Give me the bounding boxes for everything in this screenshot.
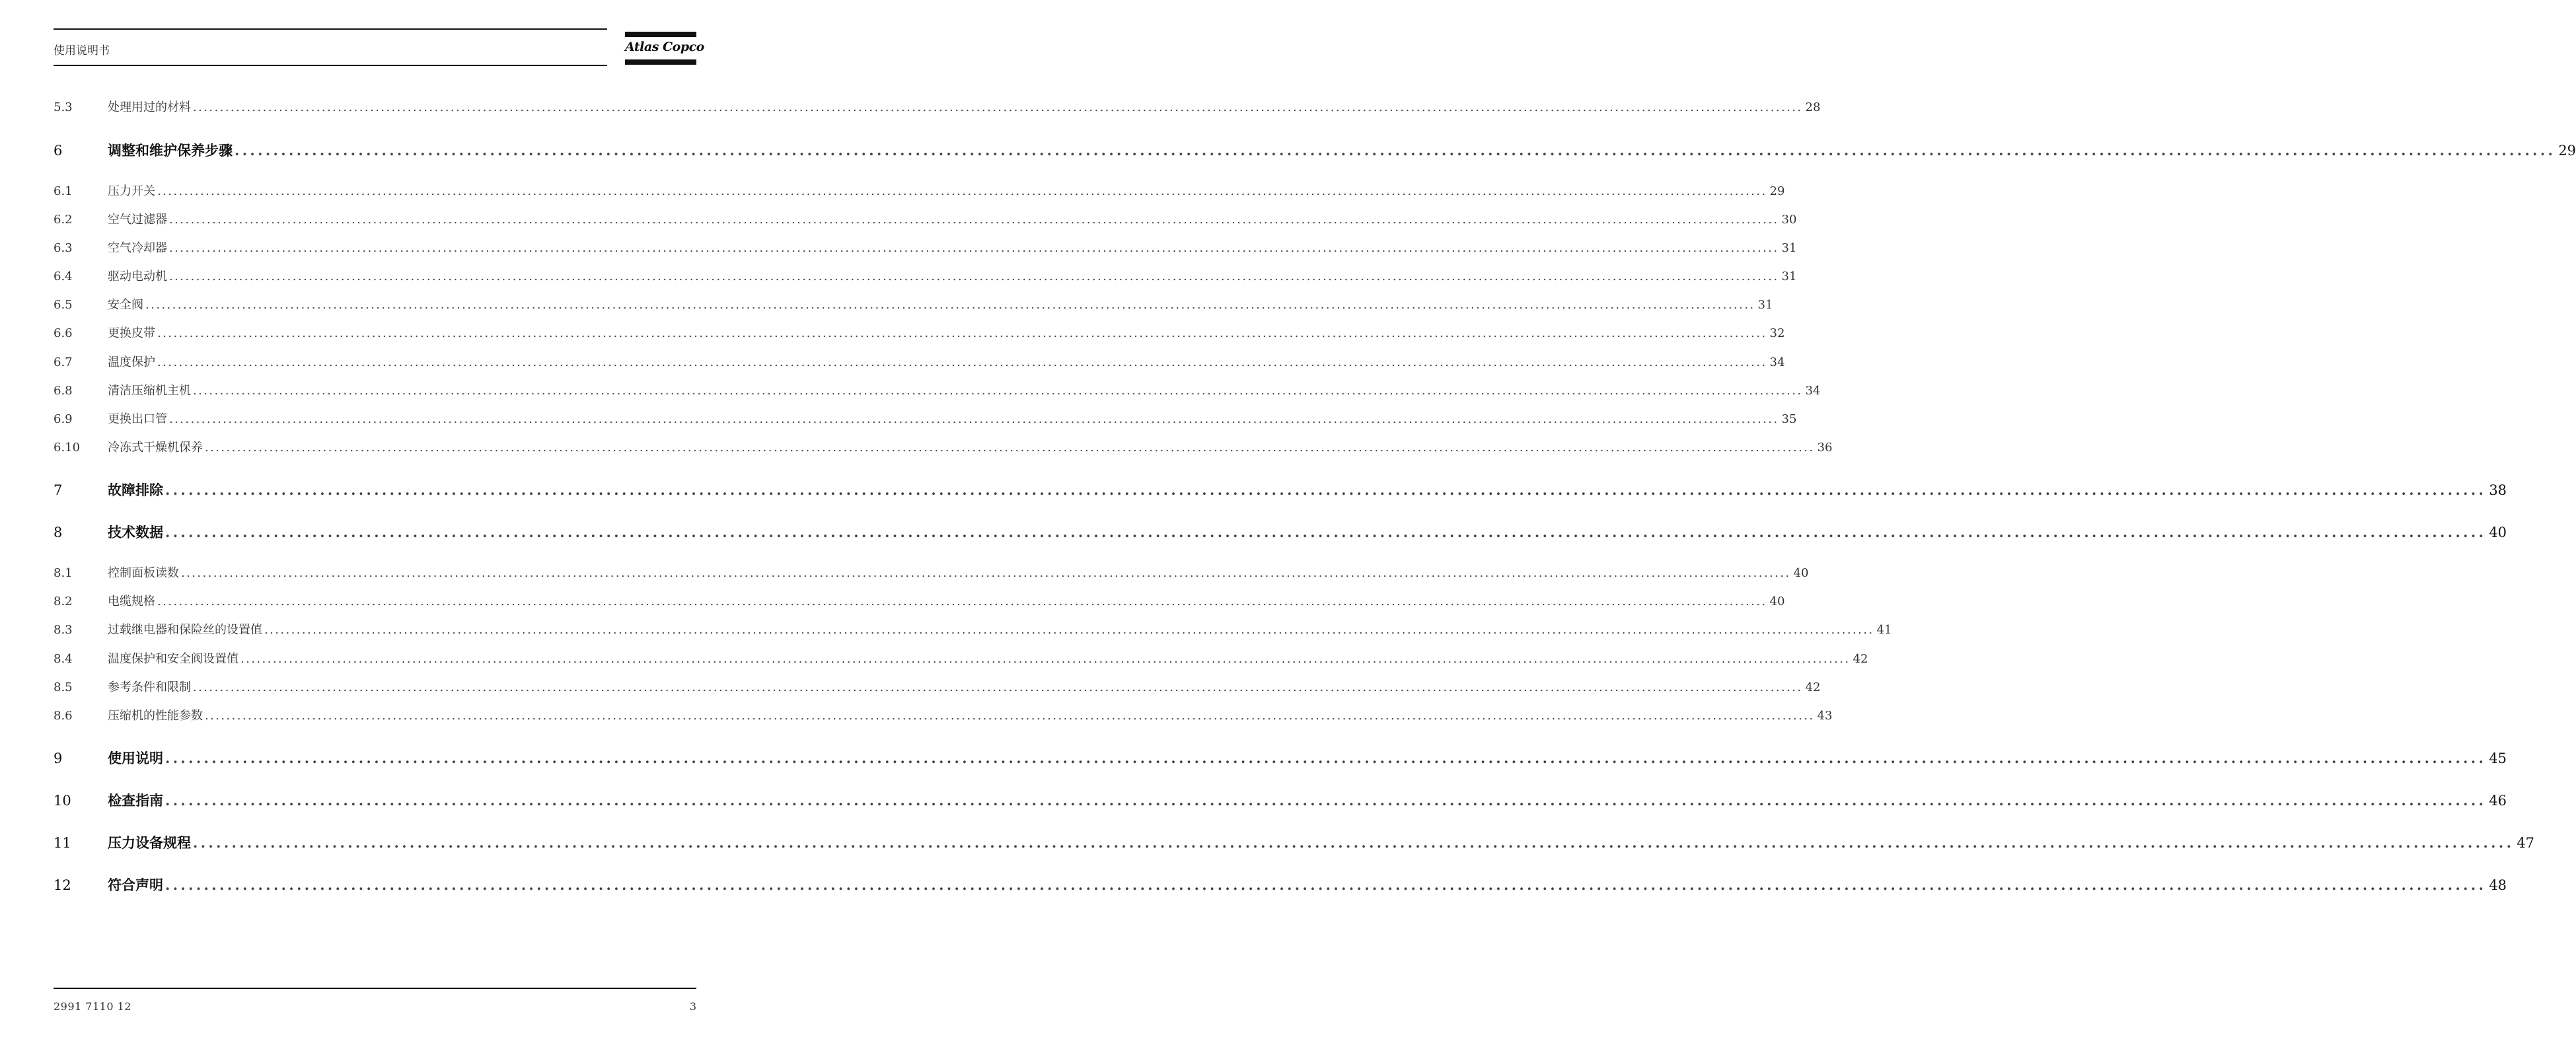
brand-logo [625, 32, 704, 66]
toc-entry-number: 8.5 [54, 680, 73, 694]
toc-dot-leader: ............................................................................................................................................................................................................................................................................................................ [145, 298, 1755, 312]
toc-entry-title: 空气冷却器 [108, 241, 167, 255]
toc-entry-page: 30 [1781, 213, 1797, 227]
toc-entry-page: 43 [1817, 709, 1833, 723]
document-number: 2991 7110 12 [54, 1000, 131, 1013]
logo-wordmark: Atlas Copco [625, 40, 704, 54]
toc-entry-number: 12 [54, 877, 71, 893]
toc-entry-number: 6.8 [54, 384, 73, 398]
toc-section-entry[interactable] [54, 238, 1797, 258]
toc-section-entry[interactable] [54, 620, 1892, 640]
toc-dot-leader: ............................................................................................................................................................................................................................................................................................................ [264, 623, 1874, 637]
toc-entry-number: 8.6 [54, 709, 73, 723]
toc-entry-page: 36 [1817, 441, 1833, 455]
toc-entry-title: 处理用过的材料 [108, 100, 191, 114]
toc-entry-title: 温度保护 [108, 355, 155, 369]
toc-dot-leader: ............................................................................................................................................................................................................................................................................................................ [193, 384, 1803, 398]
toc-entry-number: 6.9 [54, 412, 73, 426]
toc-dot-leader: ............................................................................................................................................................................................................................................................................................................ [169, 213, 1779, 227]
logo-bottom-bar [625, 59, 696, 65]
toc-entry-number: 8.1 [54, 566, 73, 580]
toc-entry-number: 10 [54, 793, 71, 809]
logo-top-bar [625, 32, 696, 37]
toc-dot-leader: ............................................................................................................................................................................................................................................................................................................ [165, 524, 2487, 540]
toc-entry-page: 31 [1781, 270, 1797, 283]
toc-entry-number: 6.6 [54, 326, 73, 340]
toc-section-entry[interactable] [54, 438, 1833, 458]
toc-section-entry[interactable] [54, 381, 1821, 401]
toc-section-entry[interactable] [54, 267, 1797, 287]
toc-entry-title: 压缩机的性能参数 [108, 709, 203, 723]
toc-entry-page: 34 [1769, 355, 1785, 369]
toc-entry-title: 温度保护和安全阀设置值 [108, 652, 239, 666]
toc-entry-page: 48 [2489, 877, 2507, 893]
toc-entry-page: 32 [1769, 326, 1785, 340]
toc-chapter-entry[interactable] [54, 790, 2507, 810]
toc-entry-title: 调整和维护保养步骤 [108, 142, 233, 159]
toc-dot-leader: ............................................................................................................................................................................................................................................................................................................ [193, 100, 1803, 114]
toc-section-entry[interactable] [54, 564, 1809, 583]
toc-entry-page: 31 [1781, 241, 1797, 255]
toc-dot-leader: ............................................................................................................................................................................................................................................................................................................ [169, 241, 1779, 255]
toc-entry-number: 11 [54, 835, 71, 851]
toc-entry-page: 28 [1805, 100, 1821, 114]
toc-entry-title: 驱动电动机 [108, 270, 167, 283]
toc-section-entry[interactable] [54, 295, 1773, 315]
toc-entry-page: 47 [2517, 835, 2535, 851]
toc-dot-leader: ............................................................................................................................................................................................................................................................................................................ [157, 326, 1767, 340]
toc-entry-page: 29 [1769, 184, 1785, 198]
toc-entry-number: 6.10 [54, 441, 81, 455]
toc-entry-number: 6.3 [54, 241, 73, 255]
toc-section-entry[interactable] [54, 353, 1785, 373]
toc-dot-leader: ............................................................................................................................................................................................................................................................................................................ [157, 184, 1767, 198]
toc-entry-number: 8.2 [54, 595, 73, 608]
toc-dot-leader: ............................................................................................................................................................................................................................................................................................................ [181, 566, 1791, 580]
toc-entry-number: 6.7 [54, 355, 73, 369]
toc-section-entry[interactable] [54, 410, 1797, 429]
toc-entry-number: 6 [54, 143, 63, 159]
toc-chapter-entry[interactable] [54, 875, 2507, 894]
toc-entry-number: 6.2 [54, 213, 73, 227]
toc-entry-title: 过载继电器和保险丝的设置值 [108, 623, 262, 637]
toc-dot-leader: ............................................................................................................................................................................................................................................................................................................ [205, 441, 1815, 455]
toc-dot-leader: ............................................................................................................................................................................................................................................................................................................ [157, 355, 1767, 369]
toc-entry-page: 42 [1805, 680, 1821, 694]
toc-chapter-entry[interactable] [54, 748, 2507, 768]
toc-entry-title: 压力设备规程 [108, 834, 191, 851]
toc-entry-title: 符合声明 [108, 877, 163, 893]
toc-entry-title: 安全阀 [108, 298, 143, 312]
toc-entry-number: 5.3 [54, 100, 73, 114]
toc-dot-leader: ............................................................................................................................................................................................................................................................................................................ [165, 877, 2487, 893]
toc-dot-leader: ............................................................................................................................................................................................................................................................................................................ [235, 142, 2556, 159]
toc-dot-leader: ............................................................................................................................................................................................................................................................................................................ [165, 482, 2487, 498]
toc-section-entry[interactable] [54, 182, 1785, 201]
toc-entry-number: 6.1 [54, 184, 73, 198]
toc-entry-title: 更换出口管 [108, 412, 167, 426]
toc-entry-number: 6.4 [54, 270, 73, 283]
toc-entry-page: 38 [2489, 482, 2507, 498]
toc-entry-title: 冷冻式干燥机保养 [108, 441, 203, 455]
toc-entry-title: 电缆规格 [108, 595, 155, 608]
toc-entry-page: 40 [1793, 566, 1809, 580]
toc-entry-page: 46 [2489, 793, 2507, 809]
toc-entry-title: 技术数据 [108, 524, 163, 540]
toc-dot-leader: ............................................................................................................................................................................................................................................................................................................ [165, 750, 2487, 766]
toc-entry-page: 31 [1757, 298, 1773, 312]
header-bottom-rule [54, 65, 607, 66]
toc-section-entry[interactable] [54, 678, 1821, 698]
toc-dot-leader: ............................................................................................................................................................................................................................................................................................................ [205, 709, 1815, 723]
toc-entry-title: 清洁压缩机主机 [108, 384, 191, 398]
toc-dot-leader: ............................................................................................................................................................................................................................................................................................................ [169, 270, 1779, 283]
toc-entry-title: 使用说明 [108, 750, 163, 766]
toc-chapter-entry[interactable] [54, 832, 2535, 852]
toc-entry-number: 8.4 [54, 652, 73, 666]
toc-dot-leader: ............................................................................................................................................................................................................................................................................................................ [193, 834, 2515, 851]
toc-dot-leader: ............................................................................................................................................................................................................................................................................................................ [240, 652, 1851, 666]
page-number: 3 [689, 1000, 696, 1013]
toc-entry-number: 8.3 [54, 623, 73, 637]
toc-entry-page: 45 [2489, 750, 2507, 766]
toc-entry-page: 40 [1769, 595, 1785, 608]
toc-entry-title: 更换皮带 [108, 326, 155, 340]
toc-chapter-entry[interactable] [54, 522, 2507, 542]
toc-section-entry[interactable] [54, 324, 1785, 344]
toc-dot-leader: ............................................................................................................................................................................................................................................................................................................ [157, 595, 1767, 608]
toc-entry-number: 6.5 [54, 298, 73, 312]
toc-entry-number: 9 [54, 750, 63, 766]
toc-entry-title: 参考条件和限制 [108, 680, 191, 694]
toc-section-entry[interactable] [54, 98, 1821, 118]
toc-entry-page: 29 [2558, 143, 2576, 159]
toc-chapter-entry[interactable] [54, 140, 2576, 160]
toc-dot-leader: ............................................................................................................................................................................................................................................................................................................ [165, 792, 2487, 809]
toc-section-entry[interactable] [54, 649, 1868, 669]
toc-entry-page: 40 [2489, 525, 2507, 540]
toc-section-entry[interactable] [54, 210, 1797, 230]
toc-entry-title: 控制面板读数 [108, 566, 179, 580]
toc-entry-page: 41 [1876, 623, 1892, 637]
toc-dot-leader: ............................................................................................................................................................................................................................................................................................................ [193, 680, 1803, 694]
toc-entry-title: 检查指南 [108, 792, 163, 809]
toc-entry-title: 压力开关 [108, 184, 155, 198]
toc-section-entry[interactable] [54, 706, 1833, 726]
toc-entry-page: 35 [1781, 412, 1797, 426]
toc-entry-page: 42 [1853, 652, 1868, 666]
toc-entry-number: 7 [54, 482, 63, 498]
toc-entry-page: 34 [1805, 384, 1821, 398]
toc-entry-title: 故障排除 [108, 482, 163, 498]
document-title: 使用说明书 [54, 44, 110, 57]
toc-section-entry[interactable] [54, 592, 1785, 612]
toc-entry-number: 8 [54, 525, 63, 540]
toc-chapter-entry[interactable] [54, 480, 2507, 499]
toc-dot-leader: ............................................................................................................................................................................................................................................................................................................ [169, 412, 1779, 426]
toc-entry-title: 空气过滤器 [108, 213, 167, 227]
footer-rule [54, 988, 696, 989]
header-top-rule [54, 28, 607, 30]
